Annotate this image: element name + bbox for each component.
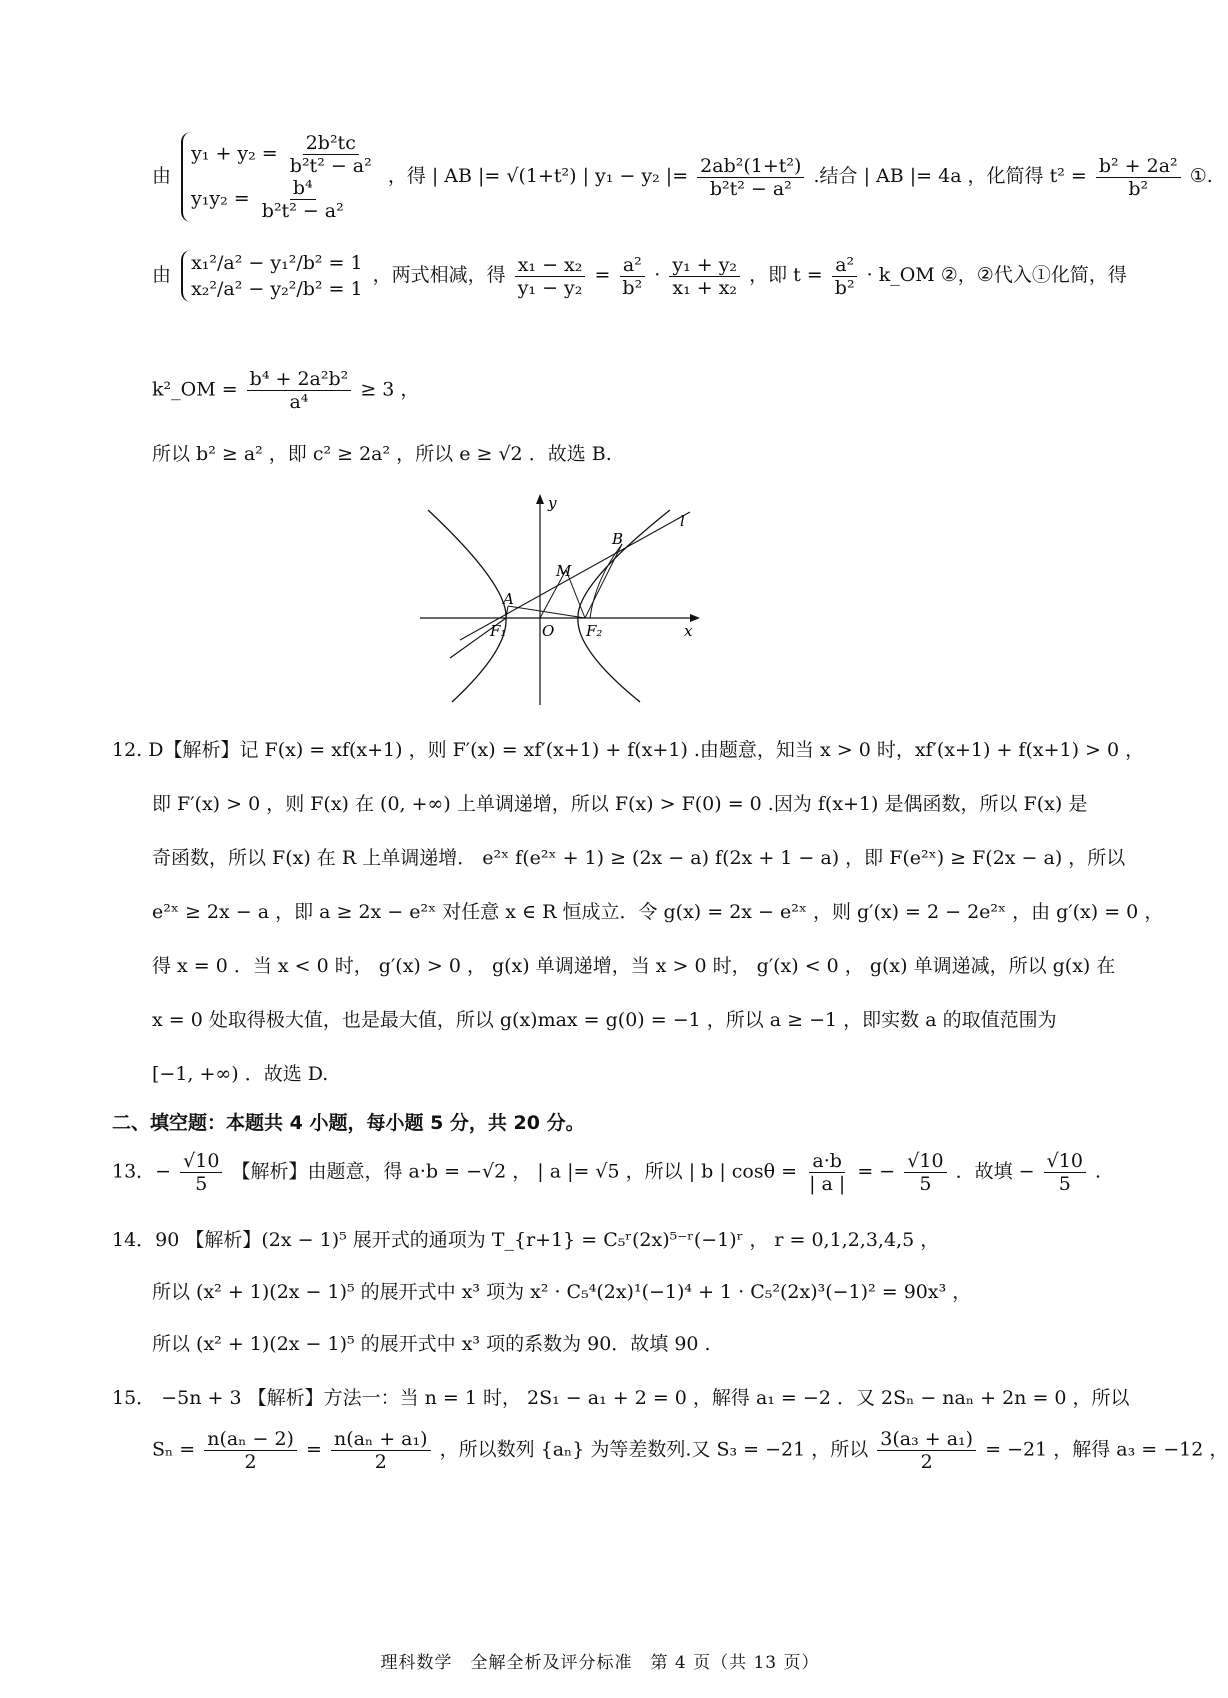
fraction [247,368,352,413]
denominator: b² [834,276,855,299]
fraction [806,1150,848,1195]
numerator: a·b [809,1150,845,1173]
denominator: b² [622,276,643,299]
q12-line-3: 奇函数，所以 F(x) 在 R 上单调递增． e²ˣ f(e²ˣ + 1) ≥ (2x − a) f(2x + 1 − a) ，即 F(e²ˣ) ≥ F(2x − a) ，所以 [152,847,1126,869]
page-footer: 理科数学 全解全析及评分标准 第 4 页（共 13 页） [380,1653,820,1673]
label-y: y [548,494,557,512]
eq-text: x₁²/a² − y₁²/b² = 1 [191,252,363,274]
denominator: x₁ + x₂ [672,276,738,299]
numerator: √10 [904,1150,946,1173]
solution-line-1 [152,132,1213,222]
denominator: b²t² − a² [709,177,792,200]
fraction [287,132,375,177]
hyperbola-figure [400,490,760,715]
label-B: B [612,530,624,548]
eq-text: x₂²/a² − y₂²/b² = 1 [191,278,363,300]
denominator: y₁ − y₂ [517,276,583,299]
q14-line-2: 所以 (x² + 1)(2x − 1)⁵ 的展开式中 x³ 项为 x² · C₅⁴(2x)¹(−1)⁴ + 1 · C₅²(2x)³(−1)² = 90x³ ， [152,1281,972,1303]
text: ①. [1189,165,1213,187]
fraction [904,1150,946,1195]
q14-line-3: 所以 (x² + 1)(2x − 1)⁵ 的展开式中 x³ 项的系数为 90．故填 90 . [152,1333,711,1355]
q12-line-4: e²ˣ ≥ 2x − a ，即 a ≥ 2x − e²ˣ 对任意 x ∈ R 恒成立．令 g(x) = 2x − e²ˣ ，则 g′(x) = 2 − 2e²ˣ ，由 g′(x) = 0 ， [152,901,1164,923]
solution-line-4: 所以 b² ≥ a² ，即 c² ≥ 2a² ，所以 e ≥ √2 ．故选 B. [152,443,612,465]
label-M: M [556,562,572,580]
numerator: √10 [1044,1150,1086,1173]
numerator: 3(a₃ + a₁) [877,1428,976,1451]
label-A: A [503,590,514,608]
q12-line-5: 得 x = 0 ．当 x < 0 时， g′(x) > 0 ， g(x) 单调递增，当 x > 0 时， g′(x) < 0 ， g(x) 单调递减，所以 g(x) 在 [152,955,1116,977]
denominator: 5 [919,1173,932,1195]
numerator: 2ab²(1+t²) [697,155,804,178]
text: 由 [152,165,172,187]
text: ．故填 − [955,1160,1035,1183]
eq-text: y₁y₂ = [191,187,250,210]
text: 【解析】由题意，得 a·b = −√2 ， | a |= √5 ，所以 | b | cosθ = [231,1160,798,1183]
numerator: √10 [180,1150,222,1173]
text: ，即 t = [749,264,823,286]
q15-line-1: 15． −5n + 3 【解析】方法一：当 n = 1 时， 2S₁ − a₁ + 2 = 0 ，解得 a₁ = −2 ．又 2Sₙ − naₙ + 2n = 0 ，所以 [112,1387,1130,1409]
label-F1: F₁ [490,622,507,640]
fraction [204,1428,297,1473]
line-l [460,512,690,640]
text: . [1094,1160,1102,1183]
text: Sₙ = [152,1438,196,1461]
text: k²_OM = [152,378,238,401]
denominator: 2 [920,1451,933,1473]
denominator: b² [1128,177,1149,200]
numerator: b⁴ [290,177,316,200]
numerator: a² [832,254,857,277]
numerator: a² [620,254,645,277]
denominator: 2 [374,1451,387,1473]
y-axis-arrow [536,494,544,504]
segment-AF2 [508,606,585,618]
fraction [697,155,804,200]
q12-line-1: 12. D【解析】记 F(x) = xf(x+1) ，则 F′(x) = xf′(x+1) + f(x+1) .由题意，知当 x > 0 时，xf′(x+1) + f(x+1) > 0 ， [112,739,1145,761]
denominator: b²t² − a² [289,155,372,177]
text: .结合 | AB |= 4a ，化简得 t² = [813,165,1087,187]
q12-line-6: x = 0 处取得极大值，也是最大值，所以 g(x)max = g(0) = −1 ，所以 a ≥ −1 ，即实数 a 的取值范围为 [152,1009,1057,1031]
text: ，所以数列 {aₙ} 为等差数列.又 S₃ = −21 ，所以 [439,1438,869,1461]
numerator: b² + 2a² [1096,155,1181,178]
fraction [331,1428,431,1473]
fraction [1096,155,1181,200]
fraction [877,1428,976,1473]
equation-system [181,132,378,222]
section-heading: 二、填空题：本题共 4 小题，每小题 5 分，共 20 分。 [112,1112,585,1134]
text: = [306,1438,322,1461]
fraction [619,254,645,299]
text: = − [857,1160,896,1183]
numerator: 2b²tc [303,132,359,155]
eq-text: y₁ + y₂ = [191,142,278,165]
text: ≥ 3 ， [360,378,420,401]
text: ，得 | AB |= √(1+t²) | y₁ − y₂ |= [387,165,689,187]
denominator: 2 [244,1451,257,1473]
fraction [259,177,347,222]
text: · k_OM ②，②代入①化简，得 [866,264,1127,286]
text: 由 [152,264,172,286]
fraction [832,254,858,299]
numerator: y₁ + y₂ [669,254,740,277]
q13-line [112,1150,1101,1195]
numerator: x₁ − x₂ [515,254,586,277]
segment-BF2 [585,544,622,618]
fraction [515,254,586,299]
denominator: | a | [809,1173,846,1195]
q12-line-2: 即 F′(x) > 0 ，则 F(x) 在 (0, +∞) 上单调递增，所以 F(x) > F(0) = 0 .因为 f(x+1) 是偶函数，所以 F(x) 是 [152,793,1088,815]
label-l: l [680,512,685,530]
fraction [669,254,740,299]
q15-line-2 [152,1428,1228,1473]
denominator: b²t² − a² [261,200,344,222]
fraction [1044,1150,1086,1195]
numerator: b⁴ + 2a²b² [247,368,352,391]
label-F2: F₂ [586,622,603,640]
label-O: O [542,622,555,640]
denominator: 5 [1058,1173,1071,1195]
text: = [594,264,611,286]
text: ，两式相减，得 [372,264,506,286]
text: · [654,264,661,286]
q12-line-7: [−1, +∞) ．故选 D. [152,1063,329,1085]
solution-line-2 [152,250,1127,302]
denominator: a⁴ [289,391,309,413]
text: = −21 ，解得 a₃ = −12 ， [985,1438,1228,1461]
numerator: n(aₙ + a₁) [331,1428,431,1451]
text: 13．− [112,1160,172,1183]
q14-line-1: 14．90 【解析】(2x − 1)⁵ 展开式的通项为 T_{r+1} = C₅ʳ(2x)⁵⁻ʳ(−1)ʳ ， r = 0,1,2,3,4,5 ， [112,1229,940,1251]
hyperbola-left-branch [428,510,506,702]
fraction [180,1150,222,1195]
numerator: n(aₙ − 2) [204,1428,297,1451]
solution-line-3 [152,368,1104,413]
denominator: 5 [195,1173,208,1195]
label-x: x [684,622,693,640]
x-axis-arrow [690,614,700,622]
equation-system [181,250,363,302]
